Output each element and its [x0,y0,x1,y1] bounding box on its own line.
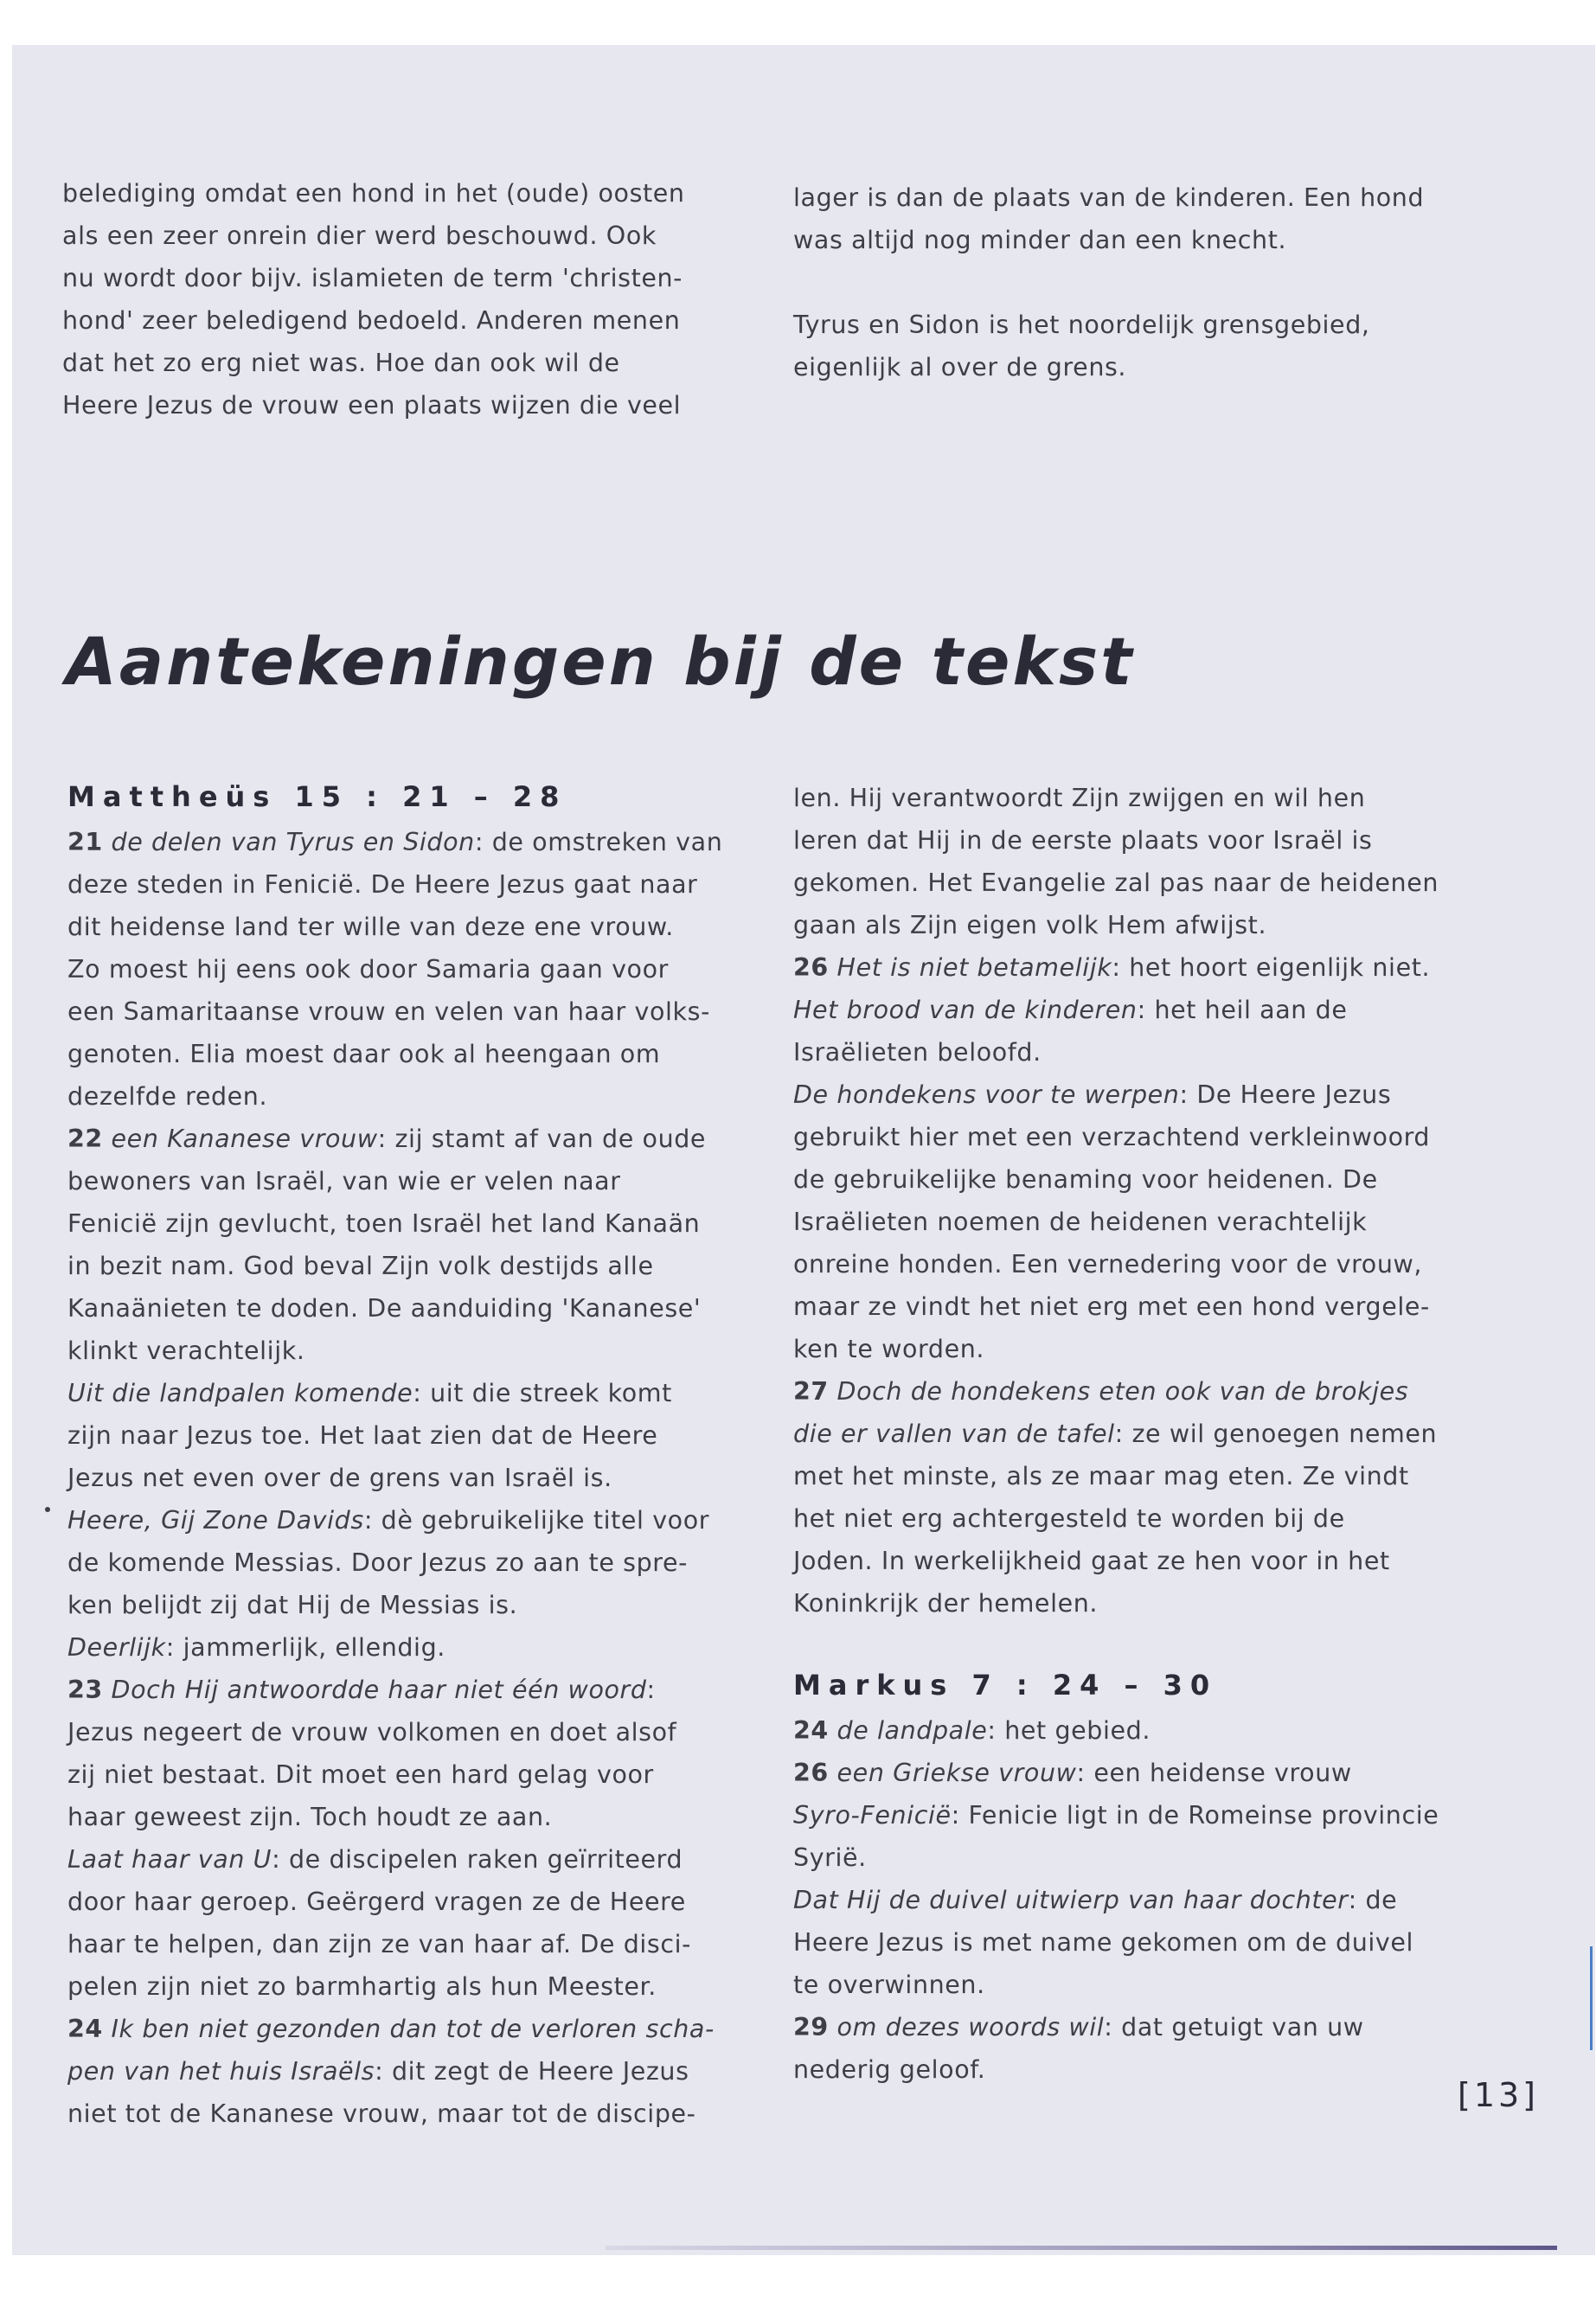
note-line [67,1711,742,1753]
note-text: niet tot de Kananese vrouw, maar tot de discipe- [67,2099,696,2128]
note-line [67,821,742,863]
quoted-term: Deerlijk [67,1633,166,1662]
quoted-term: een Griekse vrouw [836,1759,1077,1787]
quoted-term: Uit die landpalen komende [67,1379,413,1407]
note-line [793,1370,1468,1413]
quoted-term: een Kananese vrouw [111,1125,378,1153]
note-line [67,1202,742,1245]
note-text: haar geweest zijn. Toch houdt ze aan. [67,1803,553,1831]
note-line [67,863,742,906]
note-text: zij niet bestaat. Dit moet een hard gelag voor [67,1760,654,1789]
note-line [67,1584,742,1626]
note-line [793,1497,1468,1540]
text-line: belediging omdat een hond in het (oude) oosten [62,179,685,208]
note-text: gekomen. Het Evangelie zal pas naar de heidenen [793,868,1439,897]
text-line: eigenlijk al over de grens. [793,353,1127,381]
note-line [793,1074,1468,1116]
note-line [793,1116,1468,1158]
note-text: klinkt verachtelijk. [67,1336,305,1365]
scripture-reference: Markus 7 : 24 – 30 [793,1669,1218,1702]
quoted-term: pen van het huis Israëls [67,2057,375,2086]
note-line [67,1669,742,1711]
note-text: : dit zegt de Heere Jezus [375,2057,689,2086]
note-text: Zo moest hij eens ook door Samaria gaan voor [67,955,669,984]
note-text: de komende Messias. Door Jezus zo aan te spre- [67,1548,689,1577]
quoted-term: Ik ben niet gezonden dan tot de verloren scha- [111,2015,715,2043]
note-line [67,1330,742,1372]
note-line [67,1414,742,1457]
note-line [67,990,742,1033]
note-line [793,862,1468,904]
note-line [67,1881,742,1923]
note-line [67,1838,742,1881]
verse-number: 26 [793,953,829,982]
text-line: Tyrus en Sidon is het noordelijk grensgebied, [793,311,1370,339]
note-text: Koninkrijk der hemelen. [793,1589,1099,1618]
note-line [793,1201,1468,1243]
note-text: deze steden in Fenicië. De Heere Jezus gaat naar [67,870,698,899]
note-text: Jezus net even over de grens van Israël is. [67,1464,612,1492]
verse-number: 29 [793,2013,829,2041]
note-text: onreine honden. Een vernedering voor de vrouw, [793,1250,1423,1279]
note-line [793,1031,1468,1074]
note-text: ken te worden. [793,1335,985,1363]
note-line [793,1964,1468,2006]
note-line [67,1245,742,1287]
note-line [793,1455,1468,1497]
notes-right-column [793,777,1468,2091]
note-text: zijn naar Jezus toe. Het laat zien dat de Heere [67,1421,658,1450]
note-line [793,1836,1468,1879]
note-line [793,904,1468,946]
note-text: : het gebied. [987,1716,1151,1745]
quoted-term: Het brood van de kinderen [793,996,1138,1024]
note-line [67,1965,742,2008]
note-line [67,1541,742,1584]
quoted-term: De hondekens voor te werpen [793,1080,1180,1109]
note-line [793,1328,1468,1370]
verse-number: 21 [67,828,103,856]
notes-list [793,1709,1468,2091]
scripture-reference: Mattheüs 15 : 21 – 28 [67,780,567,813]
note-line [67,948,742,990]
intro-right-column [793,176,1468,388]
note-text: met het minste, als ze maar mag eten. Ze vindt [793,1462,1409,1490]
note-text: door haar geroep. Geërgerd vragen ze de Heere [67,1888,686,1916]
note-text: maar ze vindt het niet erg met een hond vergele- [793,1292,1430,1321]
note-line [67,2050,742,2093]
note-text: : een heidense vrouw [1076,1759,1352,1787]
note-line [793,989,1468,1031]
note-text: : de discipelen raken geïrriteerd [272,1845,683,1874]
note-line [67,1287,742,1330]
quoted-term: Het is niet betamelijk [836,953,1112,982]
note-text: gaan als Zijn eigen volk Hem afwijst. [793,911,1267,939]
note-line [793,1879,1468,1921]
verse-number: 23 [67,1676,103,1704]
note-line [67,1118,742,1160]
text-line: nu wordt door bijv. islamieten de term 'christen- [62,264,683,292]
note-line [67,906,742,948]
note-text: dezelfde reden. [67,1082,268,1111]
paragraph-gap [793,261,1468,304]
note-line [793,2006,1468,2048]
note-line [793,1709,1468,1752]
verse-number: 24 [67,2015,103,2043]
note-text: : de [1348,1886,1398,1914]
note-line [793,1158,1468,1201]
note-text: dit heidense land ter wille van deze ene vrouw. [67,913,674,941]
note-line [793,946,1468,989]
note-line [793,819,1468,862]
quoted-term: Laat haar van U [67,1845,272,1874]
note-text: Fenicië zijn gevlucht, toen Israël het land Kanaän [67,1209,701,1238]
note-line [67,1372,742,1414]
quoted-term: Dat Hij de duivel uitwierp van haar dochter [793,1886,1349,1914]
notes-list [793,777,1468,1625]
text-line: was altijd nog minder dan een knecht. [793,226,1287,254]
note-text: te overwinnen. [793,1971,985,1999]
note-text: de gebruikelijke benaming voor heidenen. De [793,1165,1378,1194]
text-line: lager is dan de plaats van de kinderen. Een hond [793,183,1425,212]
note-text: : jammerlijk, ellendig. [165,1633,445,1662]
note-text: len. Hij verantwoordt Zijn zwijgen en wil hen [793,784,1366,812]
section-heading: Aantekeningen bij de tekst [66,623,1135,700]
paragraph-gap [793,1625,1468,1661]
text-line: dat het zo erg niet was. Hoe dan ook wil de [62,349,620,377]
note-line [793,1794,1468,1836]
note-line [793,1582,1468,1625]
verse-number: 22 [67,1125,103,1153]
note-text: : het heil aan de [1137,996,1348,1024]
notes-list [67,821,742,2135]
quoted-term: de landpale [836,1716,988,1745]
note-line [793,1413,1468,1455]
verse-number: 24 [793,1716,829,1745]
text-line: hond' zeer beledigend bedoeld. Anderen menen [62,306,681,335]
note-text: ken belijdt zij dat Hij de Messias is. [67,1591,518,1619]
note-text: : de omstreken van [474,828,723,856]
note-text: genoten. Elia moest daar ook al heengaan om [67,1040,661,1068]
note-text: : [646,1676,656,1704]
note-text: nederig geloof. [793,2055,986,2084]
note-line [67,2093,742,2135]
text-line: Heere Jezus de vrouw een plaats wijzen die veel [62,391,682,420]
quoted-term: die er vallen van de tafel [793,1420,1115,1448]
note-text: een Samaritaanse vrouw en velen van haar volks- [67,997,710,1026]
note-text: : Fenicie ligt in de Romeinse provincie [951,1801,1439,1830]
note-text: Kanaänieten te doden. De aanduiding 'Kananese' [67,1294,702,1323]
note-text: Israëlieten beloofd. [793,1038,1042,1067]
note-line [793,1243,1468,1285]
note-line [67,1033,742,1075]
note-text: : dat getuigt van uw [1104,2013,1364,2041]
note-text: het niet erg achtergesteld te worden bij de [793,1504,1345,1533]
note-text: Syrië. [793,1843,867,1872]
note-text: Joden. In werkelijkheid gaat ze hen voor in het [793,1547,1390,1575]
note-text: Jezus negeert de vrouw volkomen en doet alsof [67,1718,677,1747]
note-text: : ze wil genoegen nemen [1114,1420,1438,1448]
note-text: Heere Jezus is met name gekomen om de duivel [793,1928,1413,1957]
note-line [793,777,1468,819]
note-line [793,1285,1468,1328]
quoted-term: Syro-Fenicië [793,1801,952,1830]
note-line [793,1921,1468,1964]
quoted-term: Doch de hondekens eten ook van de brokjes [836,1377,1409,1406]
note-line [67,1923,742,1965]
verse-number: 27 [793,1377,829,1406]
note-text: : De Heere Jezus [1179,1080,1392,1109]
verse-number: 26 [793,1759,829,1787]
note-text: pelen zijn niet zo barmhartig als hun Meester. [67,1972,657,2001]
note-text: haar te helpen, dan zijn ze van haar af. De disci- [67,1930,692,1958]
note-line [67,1075,742,1118]
note-text: gebruikt hier met een verzachtend verkleinwoord [793,1123,1431,1151]
note-text: : uit die streek komt [413,1379,672,1407]
text-line: als een zeer onrein dier werd beschouwd. Ook [62,221,657,250]
quoted-term: Heere, Gij Zone Davids [67,1506,364,1535]
note-text: : dè gebruikelijke titel voor [363,1506,710,1535]
note-text: leren dat Hij in de eerste plaats voor Israël is [793,826,1373,855]
note-text: in bezit nam. God beval Zijn volk destijds alle [67,1252,654,1280]
quoted-term: om dezes woords wil [836,2013,1105,2041]
note-text: bewoners van Israël, van wie er velen naar [67,1167,621,1195]
stray-dot [45,1507,50,1512]
notes-left-column [67,772,742,2135]
page-number: [13] [1458,2076,1540,2114]
note-line [67,1796,742,1838]
note-line [67,1457,742,1499]
page-edge-strip [606,2246,1557,2250]
edge-mark [1590,1946,1593,2050]
note-text: : het hoort eigenlijk niet. [1112,953,1431,982]
note-text: : zij stamt af van de oude [377,1125,707,1153]
note-text: Israëlieten noemen de heidenen verachtelijk [793,1208,1368,1236]
note-line [67,1753,742,1796]
quoted-term: de delen van Tyrus en Sidon [111,828,475,856]
quoted-term: Doch Hij antwoordde haar niet één woord [111,1676,647,1704]
note-line [67,1626,742,1669]
note-line [793,2048,1468,2091]
note-line [67,1160,742,1202]
intro-left-column [62,172,737,426]
note-line [793,1752,1468,1794]
note-line [67,1499,742,1541]
note-line [67,2008,742,2050]
note-line [793,1540,1468,1582]
